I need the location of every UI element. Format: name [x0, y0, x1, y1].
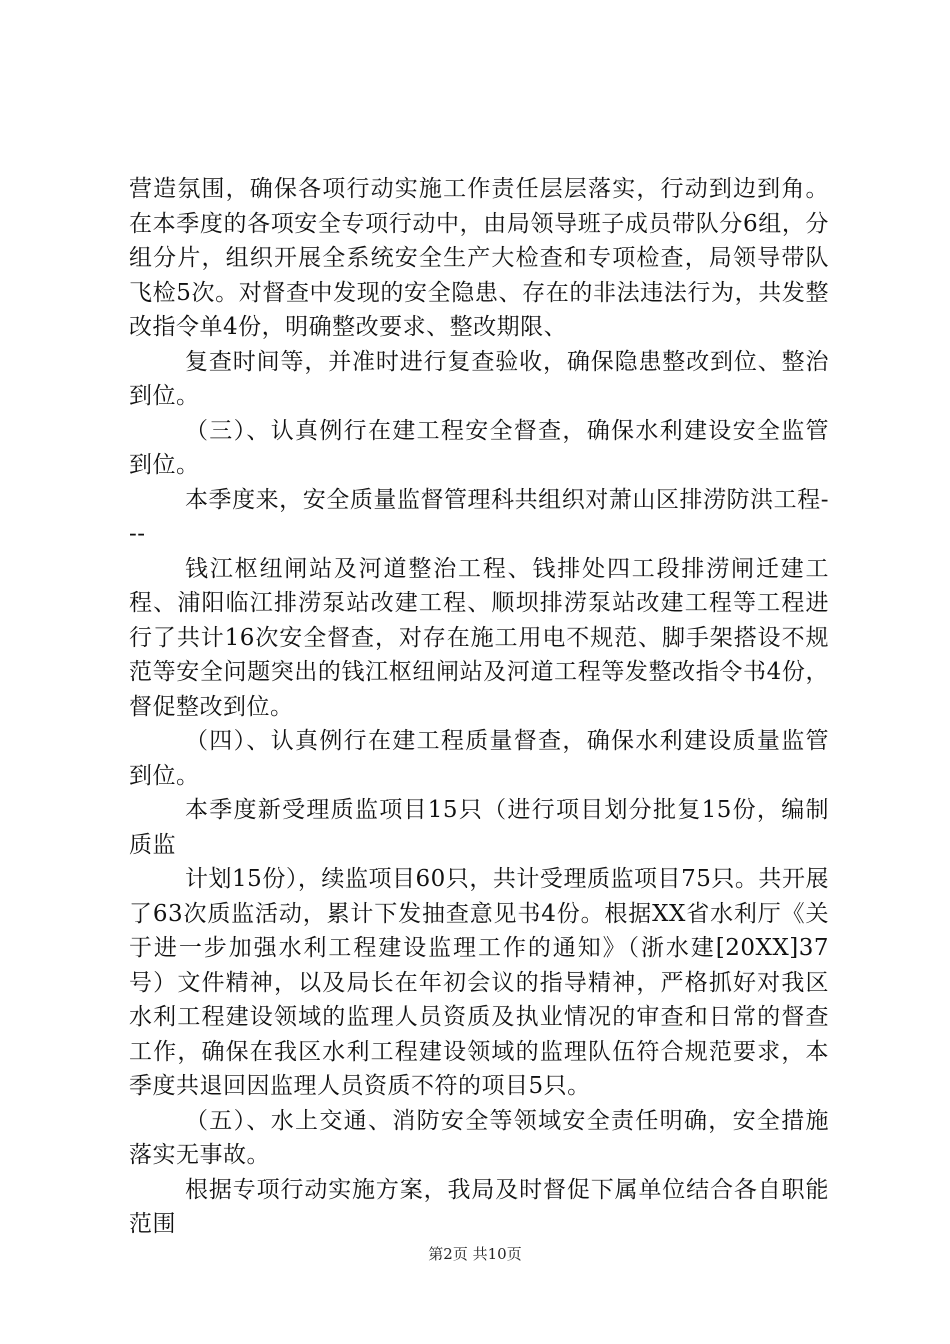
section-heading-4: （四）、认真例行在建工程质量督查，确保水利建设质量监管到位。 [129, 728, 829, 789]
document-body [129, 172, 829, 1242]
paragraph-10: 根据专项行动实施方案，我局及时督促下属单位结合各自职能范围 [129, 1176, 829, 1237]
paragraph-5: 钱江枢纽闸站及河道整治工程、钱排处四工段排涝闸迁建工程、浦阳临江排涝泵站改建工程、顺坝排涝泵站改建工程等工程进行了共计16次安全督查，对存在施工用电不规范、脚手架搭设不规范等安全问题突出的钱江枢纽闸站及河道工程等发整改指令书4份，督促整改到位。 [129, 555, 829, 720]
section-heading-5: （五）、水上交通、消防安全等领域安全责任明确，安全措施落实无事故。 [129, 1107, 829, 1168]
page-number-footer: 第2页 共10页 [428, 1245, 522, 1263]
paragraph-2: 复查时间等，并准时进行复查验收，确保隐患整改到位、整治到位。 [129, 348, 829, 409]
section-heading-3: （三）、认真例行在建工程安全督查，确保水利建设安全监管到位。 [129, 417, 829, 478]
paragraph-1: 营造氛围，确保各项行动实施工作责任层层落实，行动到边到角。在本季度的各项安全专项行动中，由局领导班子成员带队分6组，分组分片，组织开展全系统安全生产大检查和专项检查，局领导带队飞检5次。对督查中发现的安全隐患、存在的非法违法行为，共发整改指令单4份，明确整改要求、整改期限、 [129, 176, 829, 340]
paragraph-7: 本季度新受理质监项目15只（进行项目划分批复15份，编制质监 [129, 797, 829, 858]
paragraph-8: 计划15份），续监项目60只，共计受理质监项目75只。共开展了63次质监活动，累计下发抽查意见书4份。根据XX省水利厅《关于进一步加强水利工程建设监理工作的通知》（浙水建[20XX]37号）文件精神，以及局长在年初会议的指导精神，严格抓好对我区水利工程建设领域的监理人员资质及执业情况的审查和日常的督查工作，确保在我区水利工程建设领域的监理队伍符合规范要求，本季度共退回因监理人员资质不符的项目5只。 [129, 866, 829, 1099]
paragraph-4: 本季度来，安全质量监督管理科共组织对萧山区排涝防洪工程--- [129, 486, 829, 547]
